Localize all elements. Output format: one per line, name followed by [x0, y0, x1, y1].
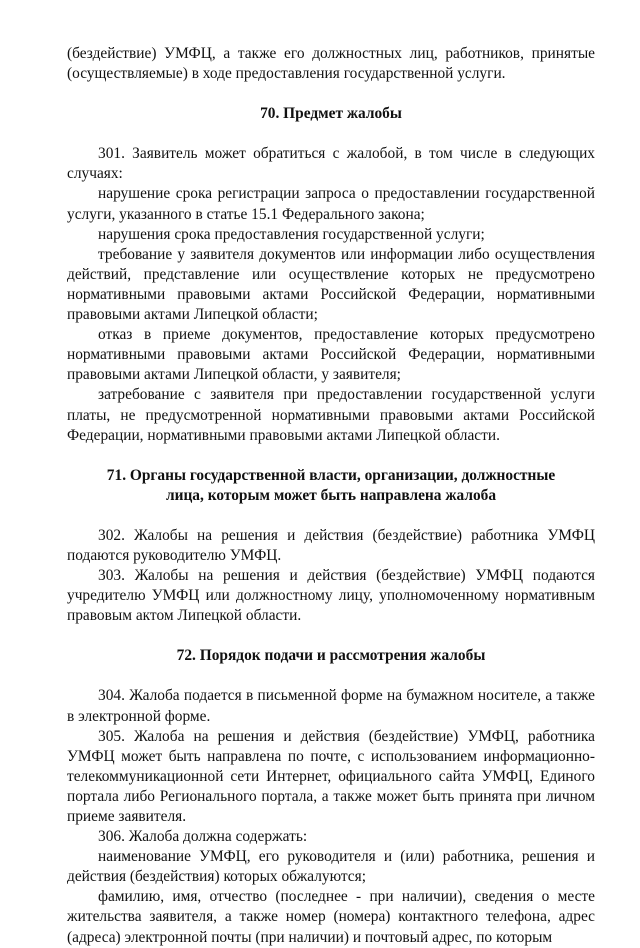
paragraph-302: 302. Жалобы на решения и действия (бездействие) работника УМФЦ подаются руководителю УМФЦ.: [67, 526, 595, 564]
paragraph-301: 301. Заявитель может обратиться с жалобой, в том числе в следующих случаях:: [67, 145, 595, 183]
paragraph-303: 303. Жалобы на решения и действия (бездействие) УМФЦ подаются учредителю УМФЦ или должностному лицу, уполномоченному нормативным правовым актом Липецкой области.: [67, 567, 595, 625]
list-item-refusal: отказ в приеме документов, предоставление которых предусмотрено нормативными правовыми актами Российской Федерации, нормативными правовыми актами Липецкой области, у заявителя;: [67, 326, 595, 384]
paragraph-305: 305. Жалоба на решения и действия (бездействие) УМФЦ, работника УМФЦ может быть направлена по почте, с использованием информационно-телекоммуникационной сети Интернет, официального сайта УМФЦ, Единого портала либо Регионального портала, а также может быть принята при личном приеме заявителя.: [67, 727, 595, 825]
list-item-registration-deadline: нарушение срока регистрации запроса о предоставлении государственной услуги, указанного в статье 15.1 Федерального закона;: [67, 185, 595, 223]
document-page: [67, 44, 595, 948]
list-item-service-deadline: нарушения срока предоставления государственной услуги;: [98, 225, 485, 243]
paragraph-306: 306. Жалоба должна содержать:: [98, 828, 308, 846]
list-item-applicant-details: фамилию, имя, отчество (последнее - при наличии), сведения о месте жительства заявителя, а также номер (номера) контактного телефона, адрес (адреса) электронной почты (при наличии) и почтовый адрес, по которым: [67, 888, 595, 946]
intro-paragraph: (бездействие) УМФЦ, а также его должностных лиц, работников, принятые (осуществляемые) в ходе предоставления государственной услуги.: [67, 45, 595, 83]
section-72-title: 72. Порядок подачи и рассмотрения жалобы: [176, 647, 486, 665]
section-70-title: 70. Предмет жалобы: [260, 105, 402, 123]
section-71-title-line1: 71. Органы государственной власти, организации, должностные: [106, 466, 556, 484]
paragraph-304: 304. Жалоба подается в письменной форме на бумажном носителе, а также в электронной форме.: [67, 687, 595, 725]
list-item-document-demand: требование у заявителя документов или информации либо осуществления действий, представление или осуществление которых не предусмотрено нормативными правовыми актами Российской Федерации, нормативными правовыми актами Липецкой области;: [67, 245, 595, 324]
list-item-umfc-name: наименование УМФЦ, его руководителя и (или) работника, решения и действия (бездействия) которых обжалуются;: [67, 848, 595, 886]
list-item-fee-demand: затребование с заявителя при предоставлении государственной услуги платы, не предусмотренной нормативными правовыми актами Российской Федерации, нормативными правовыми актами Липецкой области.: [67, 386, 595, 444]
section-71-title-line2: лица, которым может быть направлена жалоба: [165, 486, 497, 504]
